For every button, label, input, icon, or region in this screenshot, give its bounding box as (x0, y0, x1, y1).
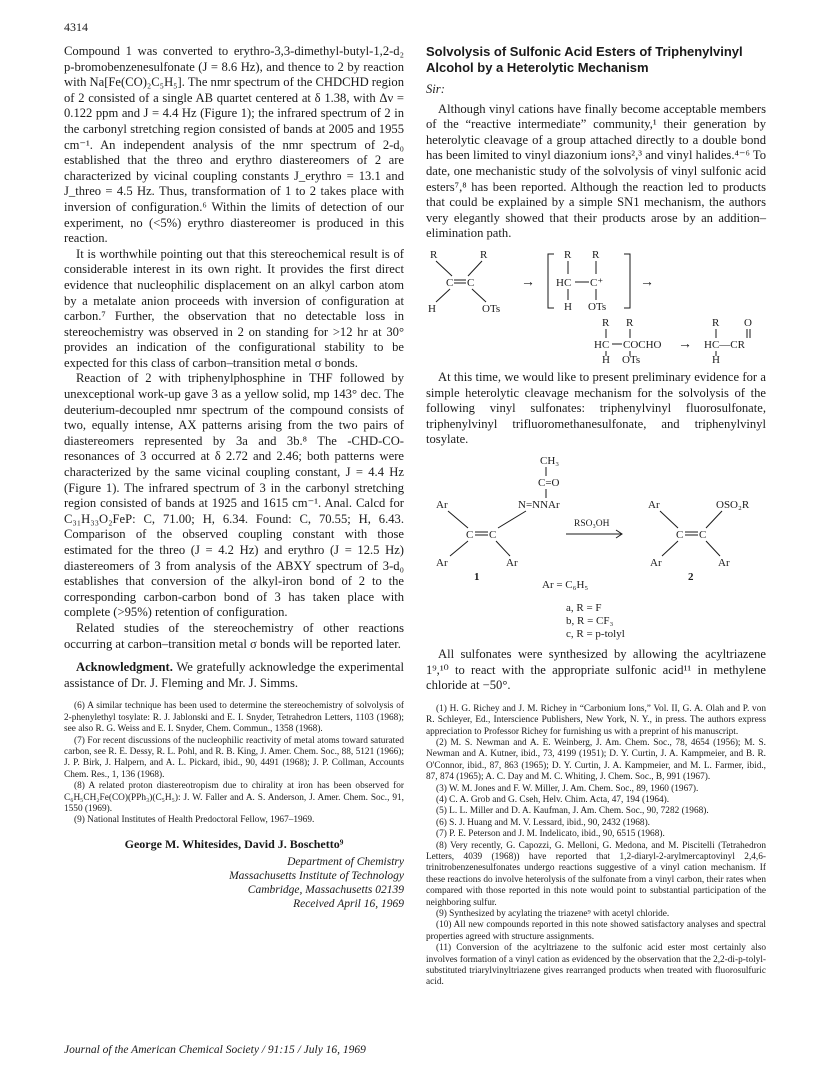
svg-text:C: C (489, 528, 497, 541)
ack-text: We gratefully acknowledge the experimental assistance of Dr. J. Fleming and Mr. J. Simms. (64, 660, 405, 690)
ref-9: (9) Synthesized by acylating the triazene⁹ with acetyl chloride. (436, 909, 670, 919)
s1-r-4: R (592, 248, 600, 261)
page-number: 4314 (64, 20, 88, 34)
s2-ar-2: Ar (436, 556, 448, 569)
left-paragraph-3: Reaction of 2 with triphenylphosphine in THF followed by unexceptional work-up gave 3 as a yellow solid, mp 143° dec. The deuterium-decoupled nmr spectrum of the compound consists of two, equally intense, AX patterns arising from the two pairs of diastereomers represented by 3a and 3b.⁸ The -CHD-CO- resonances of 3 occurred at δ 2.72 and 2.46; both patterns were characterized by the same vicinal coupling constant, J = 4.4 Hz (Figure 1). The infrared spectrum of 3 in the carbonyl stretching region consisted of bands at 1925 and 1615 cm⁻¹. Anal. Calcd for C₃₁H₃₃O₂FeP: C, 71.00; H, 6.34. Found: C, 70.55; H, 6.43. Comparison of the observed coupling constant with those estimated for the threo (J = 4.2 Hz) and erythro (J = 12.5 Hz) diastereomers of 3 from analysis of the ABXY spectrum of 3-d₀ establishes that conversion of the alkyl-iron bond of 2 to the corresponding carbon-carbon bond of 3 has taken place with complete (>95%) retention of configuration. (64, 371, 404, 620)
ack-heading: Acknowledgment. (76, 660, 173, 675)
s2-ar-5: Ar (650, 556, 662, 569)
s2-ar-3: Ar (506, 556, 518, 569)
ref-2: (2) M. S. Newman and A. E. Weinberg, J. Am. Chem. Soc., 78, 4654 (1956); M. S. Newman and A. Kutner, ibid., 73, 4199 (1951); D. Y. Curtin, J. A. Kampmeier, and B. R. O'Connor, ibid., 87, 863 (1965); D. Y. Curtin, J. A. Kampmeier, and M. L. Farmer, ibid., 87, 874 (1965); A. C. Day and M. C. Whiting, J. Chem. Soc., B, 991 (1967). (426, 737, 766, 783)
s1-o: O (744, 316, 752, 329)
s2-oso2r: OSO₂R (716, 498, 750, 511)
s1-ots-1: OTs (482, 302, 501, 315)
article-title: Solvolysis of Sulfonic Acid Esters of Triphenylvinyl Alcohol by a Heterolytic Mechanism (426, 44, 743, 75)
s2-nnar: N=NNAr (518, 498, 560, 511)
substituent-b: b, R = CF₃ (566, 614, 614, 627)
s2-ar-6: Ar (718, 556, 730, 569)
left-paragraph-4: Related studies of the stereochemistry of other reactions occurring at carbon–transition metal σ bonds will be reported later. (64, 620, 404, 651)
ref-8: (8) Very recently, G. Capozzi, G. Melloni, G. Medona, and M. Piscitelli (Tetrahedron Letters, 4039 (1968)) have reported that 1,2-diaryl-2-arylmercaptovinyl 2,4,6-trinitrobenzenesulfonates undergo reactions suggestive of a vinyl cation mechanism. If these reactions do involve heterolysis of the sulfonate from a vinyl carbon, their rates when compared with those reported in this note would point to substantial participation of the neighboring sulfur. (426, 840, 766, 908)
s1-hc-1: HC (556, 276, 572, 289)
s2-reagent: RSO₃OH (574, 518, 610, 529)
footnote-7: (7) For recent discussions of the nucleophilic reactivity of metal atoms toward saturated carbon, see R. E. Dessy, R. L. Pohl, and R. B. King, J. Amer. Chem. Soc., 88, 5121 (1966); J. P. Birk, J. Halpern, and A. L. Pickard, ibid., 90, 4491 (1968); J. P. Collman, Accounts Chem. Res., 1, 136 (1968). (64, 735, 404, 780)
right-footnotes (426, 704, 766, 989)
ref-7: (7) P. E. Peterson and J. M. Indelicato, ibid., 90, 6515 (1968). (436, 829, 665, 840)
substituent-a: a, R = F (566, 601, 602, 614)
s1-hccr: HC—CR (704, 338, 745, 351)
ref-3: (3) W. M. Jones and F. W. Miller, J. Am. Chem. Soc., 89, 1960 (1967). (436, 783, 699, 794)
s1-h-1: H (428, 302, 436, 315)
s1-r-1: R (430, 248, 438, 261)
s1-r-7: R (712, 316, 720, 329)
ref-10: (10) All new compounds reported in this note showed satisfactory analyses and spectral properties agreed with structure assignments. (426, 920, 766, 942)
s2-ch3: CH₃ (540, 454, 560, 467)
s1-r-6: R (626, 316, 634, 329)
svg-text:C: C (466, 528, 474, 541)
left-paragraph-1: Compound 1 was converted to erythro-3,3-dimethyl-butyl-1,2-d₂ p-bromobenzenesulfonate (J = 8.6 Hz), and thence to 2 by reaction with Na[Fe(CO)₂C₅H₅]. The nmr spectrum of the CHDCHD region of 2 consisted of a single AB quartet centered at δ 1.38, with Δν = 0.122 ppm and J = 4.4 Hz (Figure 1); the infrared spectrum of 2 in the carbonyl stretching region consisted of bands at 2005 and 1955 cm⁻¹. An independent analysis of the nmr spectrum of 2-d₀ established that the threo and erythro diastereomers of 2 are characterized by vicinal coupling constants J_erythro = 13.1 and J_threo = 4.5 Hz. Thus, transformation of 1 to 2 takes place with inversion of configuration.⁶ Within the limits of detection of our experiment, no (<5%) erythro diastereomer is produced in this reaction. (64, 44, 404, 246)
s1-r-2: R (480, 248, 488, 261)
reaction-scheme-1 (426, 246, 766, 364)
s1-r-3: R (564, 248, 572, 261)
reaction-scheme-2 (426, 452, 766, 602)
s1-hc-2: HC (594, 338, 610, 351)
s1-arrow-3: → (678, 336, 692, 352)
substituent-c: c, R = p-tolyl (566, 627, 625, 640)
s2-label-1: 1 (474, 570, 480, 583)
s1-arrow-2: → (640, 274, 654, 290)
ref-1: (1) H. G. Richey and J. M. Richey in “Carbonium Ions,” Vol. II, G. A. Olah and P. von R. Schleyer, Ed., Interscience Publishers, New York, N. Y., in press. The authors express appreciation to Professor Richey for furnishing us with a preprint of his manuscript. (426, 703, 766, 737)
s1-cocho: COCHO (623, 338, 662, 351)
left-column (64, 44, 404, 911)
s1-ots-3: OTs (622, 353, 641, 364)
signature-institute: Massachusetts Institute of Technology (229, 870, 404, 883)
s1-arrow-1: → (521, 274, 535, 290)
svg-text:C: C (699, 528, 707, 541)
ref-11: (11) Conversion of the acyltriazene to the sulfonic acid ester most certainly also involves formation of a vinyl cation as evidenced by the observation that the 2,2-di-p-tolyl-substituted triarylvinyltriazene gives rearranged products when treated with fluorosulfuric acid. (426, 943, 766, 988)
salutation: Sir: (426, 82, 445, 96)
right-paragraph-3: All sulfonates were synthesized by allowing the acyltriazene 1⁹,¹⁰ to react with the appropriate sulfonic acid¹¹ in methylene chloride at −50°. (426, 646, 766, 693)
signature-city: Cambridge, Massachusetts 02139 (247, 884, 404, 897)
right-paragraph-1: Although vinyl cations have finally become acceptable members of the “reactive intermediate” community,¹ their generation by heterolytic cleavage of a group attached directly to a double bond has been limited to vinyl diazonium ions²,³ and vinyl halides.⁴⁻⁶ To date, one mechanistic study of the solvolysis of vinyl sulfonic acid esters⁷,⁸ has been reported. Although the reaction led to products that could be explained by a simple SN1 mechanism, the authors very elegantly showed that their products arose by an addition–elimination path. (426, 101, 766, 241)
s2-label-2: 2 (688, 570, 694, 583)
ref-6: (6) S. J. Huang and M. V. Lessard, ibid., 90, 2432 (1968). (436, 817, 650, 828)
s1-c-1: C (446, 276, 454, 289)
substituent-list (566, 602, 766, 641)
footnote-6: (6) A similar technique has been used to determine the stereochemistry of solvolysis of 2-phenylethyl tosylate: R. J. Jablonski and E. I. Snyder, Tetrahedron Letters, 1103 (1968); see also R. G. Weiss and E. I. Snyder, Chem. Commun., 1358 (1968). (64, 701, 404, 735)
right-paragraph-2: At this time, we would like to present preliminary evidence for a simple heterolytic cleavage mechanism for the solvolysis of the following vinyl sulfonates: triphenylvinyl fluorosulfonate, triphenylvinyl trifluoromethanesulfonate, and triphenylvinyl tosylate. (426, 369, 766, 447)
s1-r-5: R (602, 316, 610, 329)
acknowledgment (64, 660, 404, 691)
s1-h-3: H (602, 353, 610, 364)
s2-ar-def: Ar = C₆H₅ (542, 578, 589, 591)
s2-co: C=O (538, 476, 560, 489)
svg-text:C: C (676, 528, 684, 541)
s1-c-2: C (467, 276, 475, 289)
s1-h-2: H (564, 300, 572, 313)
signature-department: Department of Chemistry (287, 856, 404, 869)
right-column (426, 44, 766, 989)
footnote-9: (9) National Institutes of Health Predoctoral Fellow, 1967–1969. (74, 815, 315, 826)
footnote-8: (8) A related proton diastereotropism due to chirality at iron has been observed for C₆H₅CH₂Fe(CO)(PPh₃)(C₅H₅): J. W. Faller and A. S. Anderson, J. Amer. Chem. Soc., 91, 1550 (1969). (64, 781, 404, 814)
ref-5: (5) L. L. Miller and D. A. Kaufman, J. Am. Chem. Soc., 90, 7282 (1968). (436, 806, 709, 817)
signature-received: Received April 16, 1969 (293, 898, 404, 911)
ref-4: (4) C. A. Grob and G. Cseh, Helv. Chim. Acta, 47, 194 (1964). (436, 794, 670, 805)
s1-cplus: C⁺ (590, 276, 604, 289)
left-paragraph-2: It is worthwhile pointing out that this stereochemical result is of considerable interest in its own right. It provides the first direct evidence that nucleophilic displacement on an alkyl carbon atom by a metalate anion proceeds with inversion of configuration at carbon.⁷ Further, the observation that no detectable loss in stereochemistry was observed in 2 on standing for >12 hr at 30° provides an indication of the configurational stability to be expected for this class of carbon–transition metal σ bonds. (64, 246, 404, 370)
s1-ots-2: OTs (588, 300, 607, 313)
s2-ar-1: Ar (436, 498, 448, 511)
s2-ar-4: Ar (648, 498, 660, 511)
page-footer: Journal of the American Chemical Society / 91:15 / July 16, 1969 (64, 1044, 366, 1056)
left-footnotes (64, 701, 404, 826)
signature-authors: George M. Whitesides, David J. Boschetto⁹ (124, 836, 344, 851)
s1-h-4: H (712, 353, 720, 364)
